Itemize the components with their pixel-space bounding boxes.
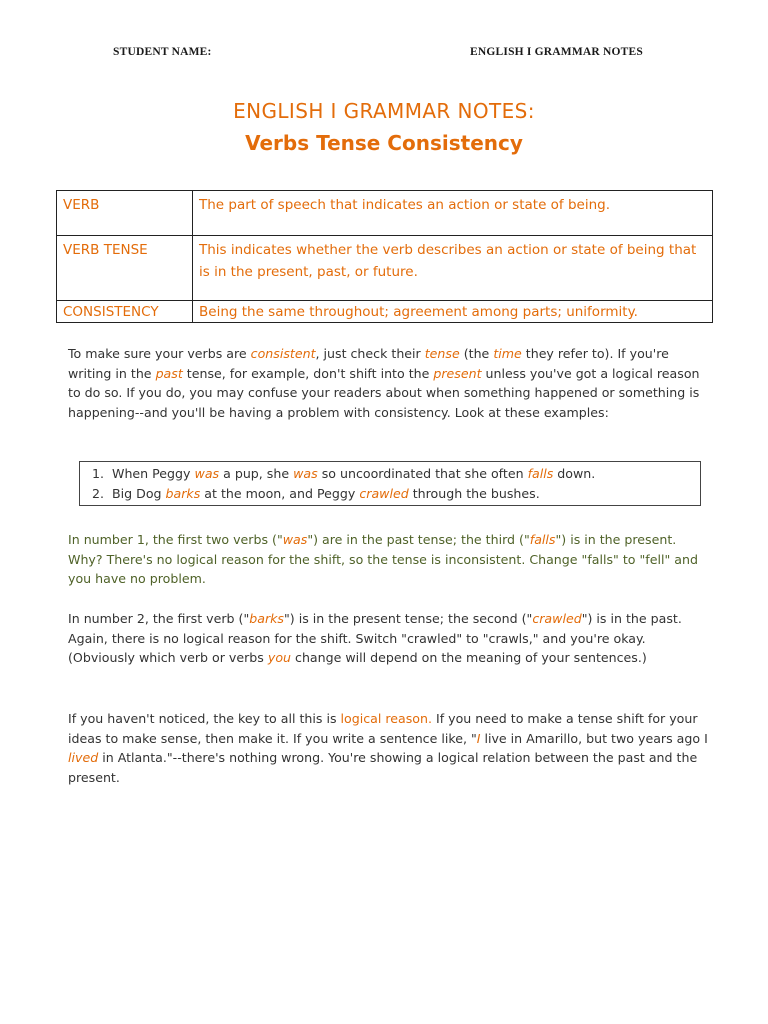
text-run: change will depend on the meaning of your sentences.)	[291, 650, 647, 666]
text-run: When Peggy	[112, 466, 195, 481]
intro-paragraph	[68, 344, 708, 422]
text-run: If you haven't noticed, the key to all this is	[68, 711, 341, 726]
explanation-paragraph-1	[68, 530, 708, 589]
text-run: down.	[553, 466, 596, 481]
table-row	[57, 191, 713, 236]
highlight-text: tense	[424, 346, 460, 361]
term-cell: CONSISTENCY	[57, 301, 193, 323]
title-block	[0, 96, 768, 160]
table-row	[57, 236, 713, 301]
highlight-text: present	[433, 365, 482, 381]
term-cell: VERB	[57, 191, 193, 236]
table-row	[57, 301, 713, 323]
term-cell: VERB TENSE	[57, 236, 193, 301]
text-run: through the bushes.	[408, 485, 540, 501]
highlight-text: was	[194, 466, 220, 481]
text-run: If you need to make a tense shift for your ideas to make sense, then make it. If you write a sentence like, "	[68, 711, 698, 746]
highlight-text: was	[293, 466, 318, 481]
student-name-label: STUDENT NAME:	[113, 46, 212, 58]
page-header	[0, 46, 768, 62]
highlight-text: past	[155, 365, 183, 381]
text-run: ") is in the present tense; the second ("	[284, 611, 533, 626]
definition-cell: This indicates whether the verb describes an action or state of being that is in the present, past, or future.	[193, 236, 713, 301]
highlight-text: I	[476, 730, 481, 746]
page-title: ENGLISH I GRAMMAR NOTES:	[233, 99, 535, 123]
highlight-text: was	[282, 532, 308, 547]
highlight-text: falls	[527, 466, 554, 481]
text-run: so uncoordinated that she often	[317, 466, 528, 481]
text-run: live in Amarillo, but two years ago I	[480, 730, 708, 746]
highlight-text: time	[493, 346, 522, 361]
list-item	[108, 484, 700, 504]
highlight-text: barks	[249, 611, 284, 626]
examples-box	[79, 461, 701, 506]
highlight-text: crawled	[359, 485, 409, 501]
text-run: tense, for example, don't shift into the	[182, 365, 434, 381]
text-run: , just check their	[315, 346, 425, 361]
definitions-table	[56, 190, 713, 323]
highlight-text: consistent	[250, 346, 316, 361]
text-run: ") are in the past tense; the third ("	[307, 532, 530, 547]
definition-cell: Being the same throughout; agreement among parts; uniformity.	[193, 301, 713, 323]
text-run: ") is in the present. Why? There's no logical reason for the shift, so the tense is inconsistent. Change "falls" to "fell" and you have no problem.	[68, 532, 698, 587]
text-run: (the	[459, 346, 494, 361]
highlight-text: barks	[165, 485, 201, 501]
text-run: ") is in the past. Again, there is no logical reason for the shift. Switch "crawled" to "crawls," and you're okay. (Obviously which verb or verbs	[68, 611, 682, 666]
highlight-text: logical reason.	[340, 711, 432, 726]
explanation-paragraph-3	[68, 709, 708, 787]
page-subtitle: Verbs Tense Consistency	[245, 131, 523, 155]
highlight-text: you	[267, 650, 292, 666]
examples-list	[80, 464, 700, 503]
list-item	[108, 464, 700, 484]
text-run: In number 1, the first two verbs ("	[68, 532, 283, 547]
explanation-paragraph-2	[68, 609, 708, 668]
text-run: unless you've got a logical reason to do so. If you do, you may confuse your readers about when something happened or something is happening--and you'll be having a problem with consistency. Look at these examples:	[68, 365, 700, 420]
highlight-text: lived	[68, 750, 99, 766]
text-run: a pup, she	[219, 466, 294, 481]
text-run: in Atlanta."--there's nothing wrong. You're showing a logical relation between the past and the present.	[68, 750, 698, 785]
text-run: In number 2, the first verb ("	[68, 611, 250, 626]
highlight-text: falls	[529, 532, 556, 547]
header-course-title: ENGLISH I GRAMMAR NOTES	[470, 46, 643, 58]
text-run: To make sure your verbs are	[68, 346, 251, 361]
text-run: they refer to). If you're writing in the	[68, 346, 669, 381]
text-run: at the moon, and Peggy	[200, 485, 360, 501]
definition-cell: The part of speech that indicates an action or state of being.	[193, 191, 713, 236]
highlight-text: crawled	[532, 611, 582, 626]
text-run: Big Dog	[112, 485, 166, 501]
